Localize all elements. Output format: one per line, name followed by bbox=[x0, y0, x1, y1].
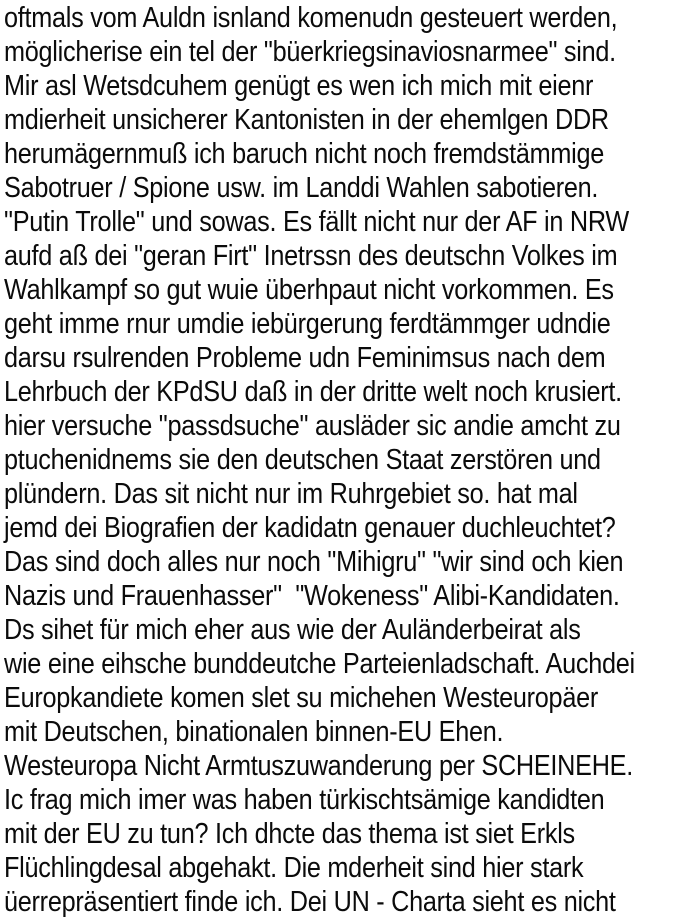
text-line: oftmals vom Auldn isnland komenudn gesteuert werden, bbox=[4, 2, 618, 34]
text-line: Ds sihet für mich eher aus wie der Auländerbeirat als bbox=[4, 614, 581, 646]
text-line: Europkandiete komen slet su michehen Westeuropäer bbox=[4, 682, 599, 714]
text-line: hier versuche "passdsuche" ausläder sic andie amcht zu bbox=[4, 410, 621, 442]
text-line: mdierheit unsicherer Kantonisten in der ehemlgen DDR bbox=[4, 104, 609, 136]
text-line: Flüchlingdesal abgehakt. Die mderheit sind hier stark bbox=[4, 852, 584, 884]
text-line: Nazis und Frauenhasser" "Wokeness" Alibi-Kandidaten. bbox=[4, 580, 620, 612]
text-line: ptuchenidnems sie den deutschen Staat zerstören und bbox=[4, 444, 601, 476]
text-line: herumägernmuß ich baruch nicht noch fremdstämmige bbox=[4, 138, 605, 170]
text-line: aufd aß dei "geran Firt" Inetrssn des deutschn Volkes im bbox=[4, 240, 618, 272]
text-line: mit Deutschen, binationalen binnen-EU Ehen. bbox=[4, 716, 504, 748]
text-line: Westeuropa Nicht Armtuszuwanderung per SCHEINEHE. bbox=[4, 750, 633, 782]
text-line: mit der EU zu tun? Ich dhcte das thema ist siet Erkls bbox=[4, 818, 575, 850]
text-line: jemd dei Biografien der kadidatn genauer duchleuchtet? bbox=[4, 512, 616, 544]
text-line: möglicherise ein tel der "büerkriegsinaviosnarmee" sind. bbox=[4, 36, 616, 68]
text-line: Wahlkampf so gut wuie überhpaut nicht vorkommen. Es bbox=[4, 274, 614, 306]
text-line: Sabotruer / Spione usw. im Landdi Wahlen sabotieren. bbox=[4, 172, 599, 204]
text-line: geht imme rnur umdie iebürgerung ferdtämmger udndie bbox=[4, 308, 611, 340]
text-line: Lehrbuch der KPdSU daß in der dritte welt noch krusiert. bbox=[4, 376, 622, 408]
text-line: Ic frag mich imer was haben türkischtsämige kandidten bbox=[4, 784, 605, 816]
text-line: wie eine eihsche bunddeutche Parteienladschaft. Auchdei bbox=[4, 648, 635, 680]
text-line: Mir asl Wetsdcuhem genügt es wen ich mich mit eienr bbox=[4, 70, 594, 102]
text-line: darsu rsulrenden Probleme udn Feminimsus nach dem bbox=[4, 342, 606, 374]
text-line: plündern. Das sit nicht nur im Ruhrgebiet so. hat mal bbox=[4, 478, 578, 510]
text-line: üerrepräsentiert finde ich. Dei UN - Charta sieht es nicht bbox=[4, 886, 616, 918]
text-line: Das sind doch alles nur noch "Mihigru" "wir sind och kien bbox=[4, 546, 624, 578]
text-line: "Putin Trolle" und sowas. Es fällt nicht nur der AF in NRW bbox=[4, 206, 629, 238]
